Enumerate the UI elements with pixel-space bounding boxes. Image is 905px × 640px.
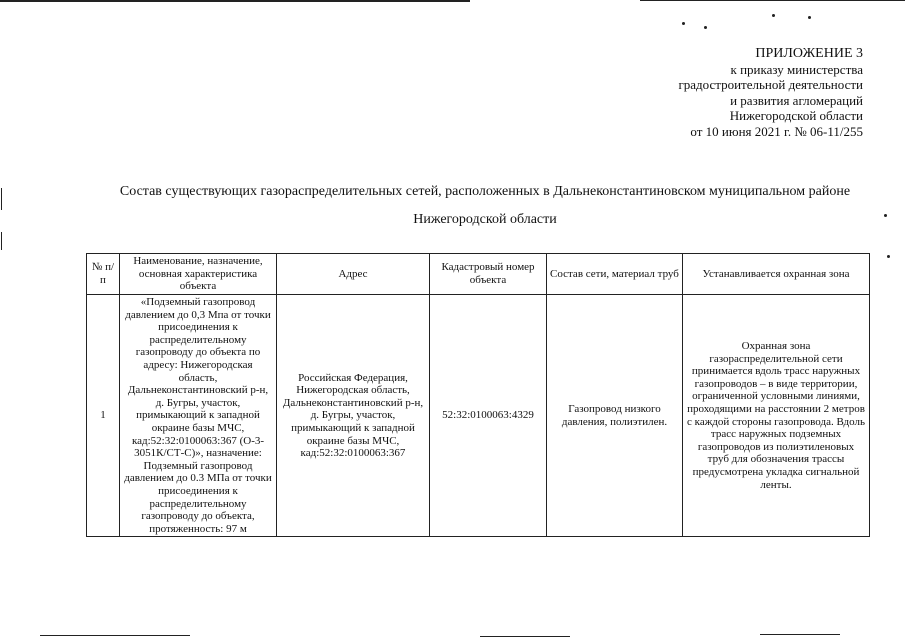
- order-date-line: от 10 июня 2021 г. № 06-11/255: [690, 123, 863, 139]
- cell-zone: Охранная зона газораспределительной сети принимается вдоль трасс наружных газопроводов – в виде территории, ограниченной условными линиями, проходящими на расстоянии 2 метров с каждой стороны газопровода. Вдоль трасс наружных подземных газопроводов из полиэтиленовых труб для обозначения трассы предусмотрена укладка сигнальной ленты.: [683, 295, 870, 537]
- scan-top-border: [640, 0, 905, 1]
- appendix-header: [543, 46, 863, 139]
- appendix-title: ПРИЛОЖЕНИЕ 3: [755, 46, 863, 61]
- order-line: к приказу министерства: [730, 61, 863, 77]
- ministry-line-2: и развития агломераций: [730, 92, 863, 108]
- scan-left-mark: [1, 188, 2, 210]
- scan-speck: [887, 255, 890, 258]
- table-row: [87, 295, 870, 537]
- header-name: Наименование, назначение, основная характеристика объекта: [120, 254, 277, 295]
- scan-speck: [772, 14, 775, 17]
- scan-speck: [682, 22, 685, 25]
- table-header-row: [87, 254, 870, 295]
- header-material: Состав сети, материал труб: [547, 254, 683, 295]
- cell-address: Российская Федерация, Нижегородская область, Дальнеконстантиновский р-н, д. Бугры, участок, примыкающий к западной окраине базы МЧС, кад:52:32:0100063:367: [277, 295, 430, 537]
- scan-bottom-mark: [760, 634, 840, 635]
- region-line: Нижегородской области: [729, 108, 863, 123]
- header-num: № п/п: [87, 254, 120, 295]
- document-title-line-1: Состав существующих газораспределительных сетей, расположенных в Дальнеконстантиновском муниципальном районе: [119, 184, 851, 199]
- scan-speck: [808, 16, 811, 19]
- ministry-line: градостроительной деятельности: [678, 77, 863, 92]
- header-address: Адрес: [277, 254, 430, 295]
- cell-name: «Подземный газопровод давлением до 0,3 Мпа от точки присоединения к распределительному газопроводу до объекта по адресу: Нижегородская область, Дальнеконстантиновский р-н, д. Бугры, участок, примыкающий к западной окраине базы МЧС, кад:52:32:0100063:367 (О-3-3051К/СТ-С)», назначение: Подземный газопровод давлением до 0.3 МПа от точки присоединения к распределительному газопроводу до объекта, протяженность: 97 м: [120, 295, 277, 537]
- cell-material: Газопровод низкого давления, полиэтилен.: [547, 295, 683, 537]
- scan-top-border: [0, 0, 470, 2]
- gas-networks-table: [86, 253, 870, 537]
- scan-bottom-mark: [40, 635, 190, 636]
- header-zone: Устанавливается охранная зона: [683, 254, 870, 295]
- scan-speck: [704, 26, 707, 29]
- scan-left-mark: [1, 232, 2, 250]
- document-title-line-2: Нижегородской области: [413, 212, 557, 227]
- header-cadastral: Кадастровый номер объекта: [430, 254, 547, 295]
- scan-bottom-mark: [480, 636, 570, 637]
- document-title: [60, 178, 905, 234]
- cell-num: 1: [87, 295, 120, 537]
- cell-cadastral: 52:32:0100063:4329: [430, 295, 547, 537]
